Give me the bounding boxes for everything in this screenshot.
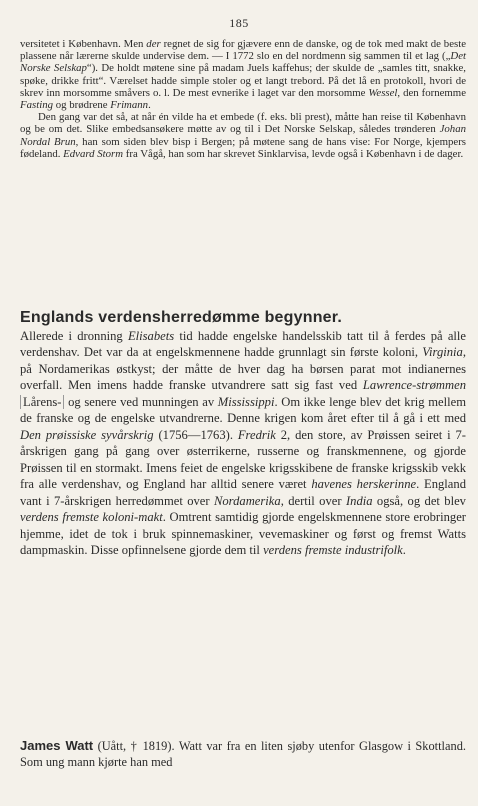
- text-block-bottom: [20, 738, 466, 770]
- page-number: 185: [229, 16, 249, 30]
- text-run: , han som siden blev bisp i Bergen; på møtene sang de hans vise: For Norge, kjempers fødeland.: [20, 135, 466, 160]
- text-run: “). De holdt møtene sine på madam Juels kaffehus; der skulde de „samles titt, snakke, spøke, drikke fritt“. Værelset hadde simple stoler og et langt trebord. På det lå en protokoll, hvori de skrev inn morsomme småvers o. l. De mest evnerike i laget var den morsomme: [20, 62, 466, 99]
- paragraph-1: [20, 38, 466, 111]
- emphasis: Den prøissiske syvårskrig: [20, 427, 154, 442]
- emphasis: Virginia: [422, 345, 463, 359]
- emphasis: Fasting: [20, 99, 53, 112]
- text-run: , på Nordamerikas østkyst; der måtte de hver dag ha børsen parat mot indianernes overfall. Men imens hadde franske utvandrere satt sig fast ved: [20, 345, 466, 392]
- section-englands: [20, 310, 466, 559]
- emphasis: Johan Nordal Brun: [20, 123, 466, 148]
- section-heading: Englands verdensherredømme begynner.: [20, 309, 342, 326]
- text-run: . England vant i 7-årskrigen herredømmet over: [20, 477, 466, 508]
- text-run: , den fornemme: [397, 86, 466, 99]
- emphasis: Wessel: [368, 86, 398, 99]
- emphasis: India: [345, 493, 373, 508]
- text-run: tid hadde engelske handelsskib tatt til å ferdes på alle verdenshav. Det var da at engelskmennene hadde grunnlagt sin første koloni,: [20, 328, 467, 359]
- text-run: .: [148, 99, 151, 112]
- text-run: , dertil over: [280, 493, 346, 508]
- run-in-heading: James Watt: [20, 738, 94, 753]
- text-run: . Omtrent samtidig gjorde engelskmennene store erobringer hjemme, idet de tok i bruk spinnemaskiner, vevemaskiner og først og fremst Watts dampmaskin. Disse opfinnelsene gjorde dem til: [20, 510, 466, 557]
- emphasis: Nordamerika: [213, 493, 281, 508]
- text-run: .: [402, 543, 406, 557]
- paragraph-james-watt: [20, 738, 466, 770]
- text-run: versitetet i København. Men: [20, 38, 147, 50]
- text-run: . Om ikke lenge blev det krig mellem de franske og de engelske utvandrerne. Denne krigen kom året efter til å gå i ett med: [20, 394, 466, 425]
- emphasis: Fredrik: [237, 427, 276, 442]
- emphasis: Det Norske Selskap: [20, 50, 466, 75]
- section-paragraph: [20, 328, 466, 559]
- emphasis: havenes herskerinne: [311, 477, 417, 491]
- emphasis: Mississippi: [217, 394, 275, 409]
- text-block-top: [20, 38, 466, 160]
- text-run: regnet de sig for gjævere enn de danske, og de tok med makt de beste plassene når lærerne skulde undervise dem. — I 1772 slo en del nordmenn sig sammen til et lag („: [20, 38, 466, 63]
- emphasis: verdens fremste industrifolk: [263, 543, 403, 557]
- emphasis: verdens fremste koloni-makt: [20, 510, 163, 524]
- pronunciation-note: Lårens-: [20, 395, 64, 409]
- text-run: fra Vågå, han som har skrevet Sinklarvisa, levde også i København i de dager.: [123, 147, 464, 160]
- paragraph-2: [20, 111, 466, 160]
- text-run: Allerede i dronning: [20, 328, 128, 343]
- text-run: Den gang var det så, at når én vilde ha et embede (f. eks. bli prest), måtte han reise til København og be om det. Slike embedsansøkere møtte av og til i Det Norske Selskap, således trønderen: [20, 111, 466, 136]
- text-run: (Uått, † 1819). Watt var fra en liten sjøby utenfor Glasgow i Skottland. Som ung mann kjørte han med: [20, 739, 466, 769]
- text-run: og brødrene: [53, 99, 111, 112]
- text-run: 2, den store, av Prøissen seiret i 7-årskrigen gang på gang over østerrikerne, russerne og franskmennene, og gjorde Prøissen til en stormakt. Imens feiet de engelske krigsskibene de franske krigsskib vekk fra alle verdenshav, og England har alltid senere været: [20, 427, 466, 491]
- emphasis: Lawrence-strømmen: [362, 378, 466, 392]
- emphasis: Frimann: [110, 99, 149, 112]
- text-run: og senere ved munningen av: [64, 394, 218, 409]
- text-run: også, og det blev: [372, 493, 466, 508]
- emphasis: Edvard Storm: [63, 147, 124, 160]
- emphasis: der: [146, 38, 161, 50]
- emphasis: Elisabets: [127, 328, 175, 343]
- text-run: (1756—1763).: [153, 427, 238, 442]
